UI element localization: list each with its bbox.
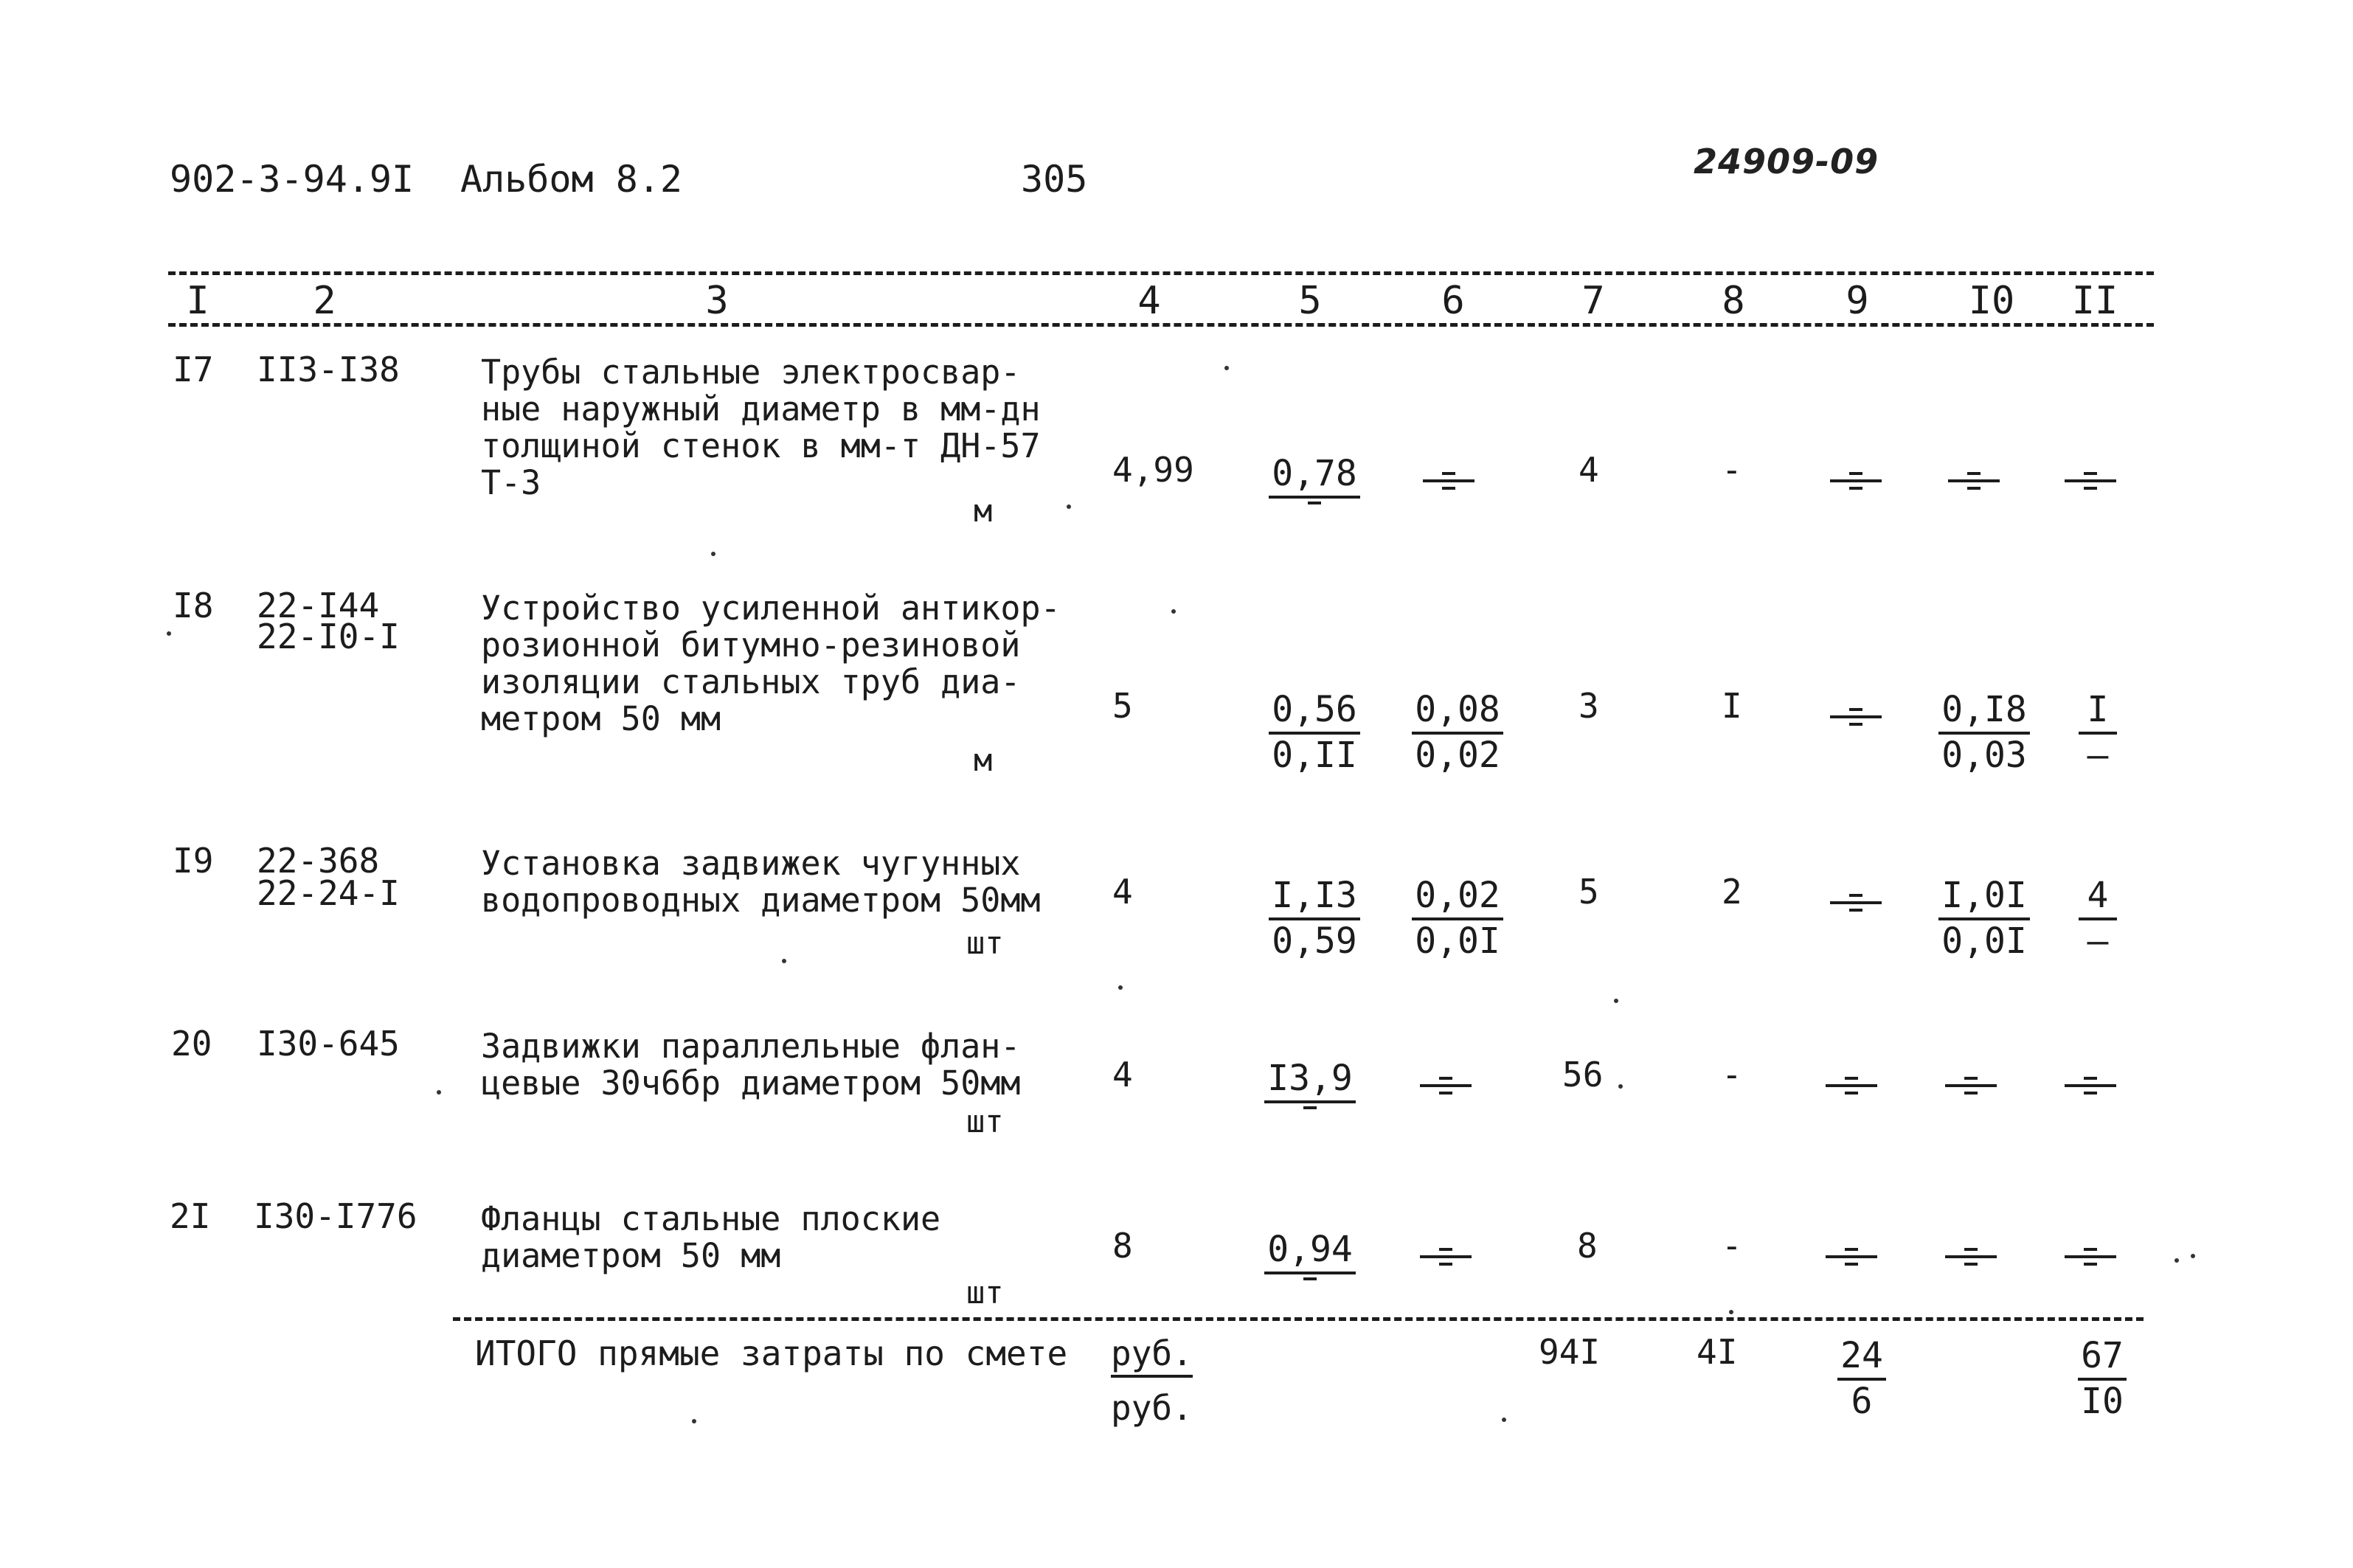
row-unit: м: [974, 742, 993, 778]
scan-speck: [1614, 999, 1618, 1003]
col-8-value: -: [1722, 1226, 1742, 1266]
col-6-value: [1375, 472, 1522, 485]
document-code: 902-3-94.9I: [170, 158, 415, 201]
total-unit-bottom: руб.: [1111, 1388, 1193, 1428]
row-code: II3-I38: [257, 350, 400, 389]
total-col-7: 94I: [1539, 1332, 1601, 1372]
col-5-bottom: 0,59: [1272, 920, 1357, 962]
column-1-number: I: [186, 279, 209, 323]
row-description: Задвижки параллельные флан- цевые 30ч6бр диаметром 50мм: [481, 1027, 1021, 1103]
col-5-value: [1236, 1229, 1384, 1291]
col-5-top: 0,78: [1269, 456, 1360, 499]
col-5-value: [1241, 689, 1388, 776]
col-5-value: [1241, 875, 1388, 962]
empty-fraction: [1826, 1077, 1877, 1090]
total-unit-top: руб.: [1111, 1336, 1193, 1378]
col-11-value: [2024, 689, 2172, 776]
col-9-value: [1782, 894, 1930, 907]
col-8-value: -: [1722, 450, 1742, 490]
col-5-top: 0,94: [1264, 1232, 1356, 1274]
col-7-value: 56: [1562, 1055, 1604, 1095]
col-11-bottom: –: [2087, 920, 2109, 962]
col-7-value: 3: [1579, 686, 1599, 726]
col-10-top: I,0I: [1938, 878, 2030, 920]
empty-fraction: [1826, 1248, 1877, 1261]
col-6-value: [1384, 689, 1531, 776]
empty-fraction: [2065, 472, 2116, 485]
scan-speck: [1502, 1418, 1506, 1422]
col-4-value: 4: [1112, 1055, 1133, 1095]
total-rule: [453, 1317, 2144, 1321]
row-number: I8: [173, 586, 214, 625]
scan-speck: [437, 1090, 441, 1095]
col-8-value: I: [1722, 686, 1742, 726]
col-11-value: [2024, 875, 2172, 962]
total-col-9: [1788, 1335, 1936, 1422]
row-unit: шт: [966, 1274, 1004, 1311]
empty-fraction: [1420, 1248, 1472, 1261]
col-11-value: [2017, 1248, 2164, 1261]
row-description: Установка задвижек чугунных водопроводных диаметром 50мм: [481, 844, 1041, 920]
scan-speck: [692, 1419, 696, 1423]
col-11-bottom: –: [2087, 735, 2109, 776]
column-2-number: 2: [313, 279, 336, 323]
col-6-top: 0,02: [1412, 878, 1503, 920]
col-7-value: 8: [1577, 1226, 1598, 1266]
col-4-value: 8: [1112, 1226, 1133, 1266]
row-description: Устройство усиленной антикор- розионной битумно-резиновой изоляции стальных труб диа- метром 50 мм: [481, 589, 1061, 738]
header-rule-bottom: [168, 323, 2154, 327]
row-unit: шт: [966, 1103, 1004, 1139]
col-10-bottom: 0,03: [1941, 735, 2027, 776]
col-10-top: 0,I8: [1938, 692, 2030, 735]
column-6-number: 6: [1441, 279, 1465, 323]
column-10-number: I0: [1968, 279, 2015, 323]
col-7-value: 5: [1579, 872, 1599, 912]
total-col-9-top: 24: [1837, 1338, 1886, 1381]
column-3-number: 3: [705, 279, 729, 323]
row-code: I30-I776: [254, 1196, 417, 1236]
empty-fraction: [1948, 472, 2000, 485]
col-5-value: [1236, 1058, 1384, 1120]
scan-speck: [1171, 609, 1176, 614]
empty-fraction: [2065, 1248, 2116, 1261]
empty-fraction: [1830, 894, 1882, 907]
row-code: I30-645: [257, 1024, 400, 1064]
empty-fraction: [1423, 472, 1474, 485]
col-4-value: 4: [1112, 872, 1133, 912]
col-6-top: 0,08: [1412, 692, 1503, 735]
col-5-top: I3,9: [1264, 1061, 1356, 1103]
empty-fraction: [1830, 472, 1882, 485]
empty-dash: [1294, 1277, 1326, 1291]
col-6-value: [1372, 1077, 1519, 1090]
col-6-value: [1372, 1248, 1519, 1261]
col-5-top: 0,56: [1269, 692, 1360, 735]
col-5-top: I,I3: [1269, 878, 1360, 920]
total-label: ИТОГО прямые затраты по смете: [475, 1333, 1068, 1373]
column-11-number: II: [2071, 279, 2118, 323]
total-col-8: 4I: [1697, 1332, 1738, 1372]
empty-dash: [1298, 502, 1331, 515]
column-8-number: 8: [1722, 279, 1745, 323]
col-9-value: [1782, 708, 1930, 721]
row-unit: м: [974, 493, 993, 529]
col-11-top: I: [2079, 692, 2117, 735]
row-number: 20: [171, 1024, 212, 1064]
col-11-value: [2017, 472, 2164, 485]
scan-speck: [2191, 1254, 2195, 1258]
registration-stamp: 24909-09: [1694, 142, 1879, 181]
column-9-number: 9: [1846, 279, 1869, 323]
col-11-value: [2017, 1077, 2164, 1090]
row-code: 22-24-I: [257, 873, 400, 913]
scan-speck: [711, 552, 715, 556]
album-label: Альбом 8.2: [460, 158, 683, 201]
col-10-bottom: 0,0I: [1941, 920, 2027, 962]
scan-speck: [1618, 1084, 1623, 1089]
col-8-value: -: [1722, 1055, 1742, 1095]
column-4-number: 4: [1137, 279, 1161, 323]
col-5-bottom: 0,II: [1272, 735, 1357, 776]
total-col-11: [2028, 1335, 2176, 1422]
col-4-value: 5: [1112, 686, 1133, 726]
empty-fraction: [1945, 1248, 1997, 1261]
row-number: 2I: [170, 1196, 211, 1236]
scan-speck: [1118, 985, 1123, 990]
empty-fraction: [1945, 1077, 1997, 1090]
column-5-number: 5: [1298, 279, 1322, 323]
row-number: I7: [173, 350, 214, 389]
scan-speck: [1224, 366, 1229, 370]
col-6-bottom: 0,02: [1415, 735, 1500, 776]
empty-fraction: [1830, 708, 1882, 721]
col-5-value: [1241, 453, 1388, 515]
scan-speck: [782, 959, 786, 963]
col-4-value: 4,99: [1112, 450, 1194, 490]
col-6-bottom: 0,0I: [1415, 920, 1500, 962]
row-description: Трубы стальные электросвар- ные наружный диаметр в мм-дн толщиной стенок в мм-т ДН-57 Т-3: [481, 353, 1041, 502]
total-col-9-bottom: 6: [1851, 1381, 1873, 1422]
row-unit: шт: [966, 925, 1004, 961]
total-col-11-top: 67: [2078, 1338, 2127, 1381]
scan-speck: [1067, 504, 1071, 509]
empty-dash: [1294, 1106, 1326, 1120]
empty-fraction: [2065, 1077, 2116, 1090]
scan-speck: [167, 631, 171, 636]
col-7-value: 4: [1579, 450, 1599, 490]
scan-speck: [1729, 1310, 1733, 1314]
empty-fraction: [1420, 1077, 1472, 1090]
scan-speck: [2174, 1258, 2179, 1263]
row-code: 22-368: [257, 841, 380, 881]
col-6-value: [1384, 875, 1531, 962]
col-8-value: 2: [1722, 872, 1742, 912]
row-number: I9: [173, 841, 214, 881]
total-col-11-bottom: I0: [2081, 1381, 2124, 1422]
row-code: 22-I44: [257, 586, 380, 625]
column-7-number: 7: [1581, 279, 1605, 323]
row-code: 22-I0-I: [257, 617, 400, 656]
row-description: Фланцы стальные плоские диаметром 50 мм: [481, 1199, 941, 1275]
col-11-top: 4: [2079, 878, 2117, 920]
page-number: 305: [1021, 158, 1088, 201]
header-rule-top: [168, 271, 2154, 275]
